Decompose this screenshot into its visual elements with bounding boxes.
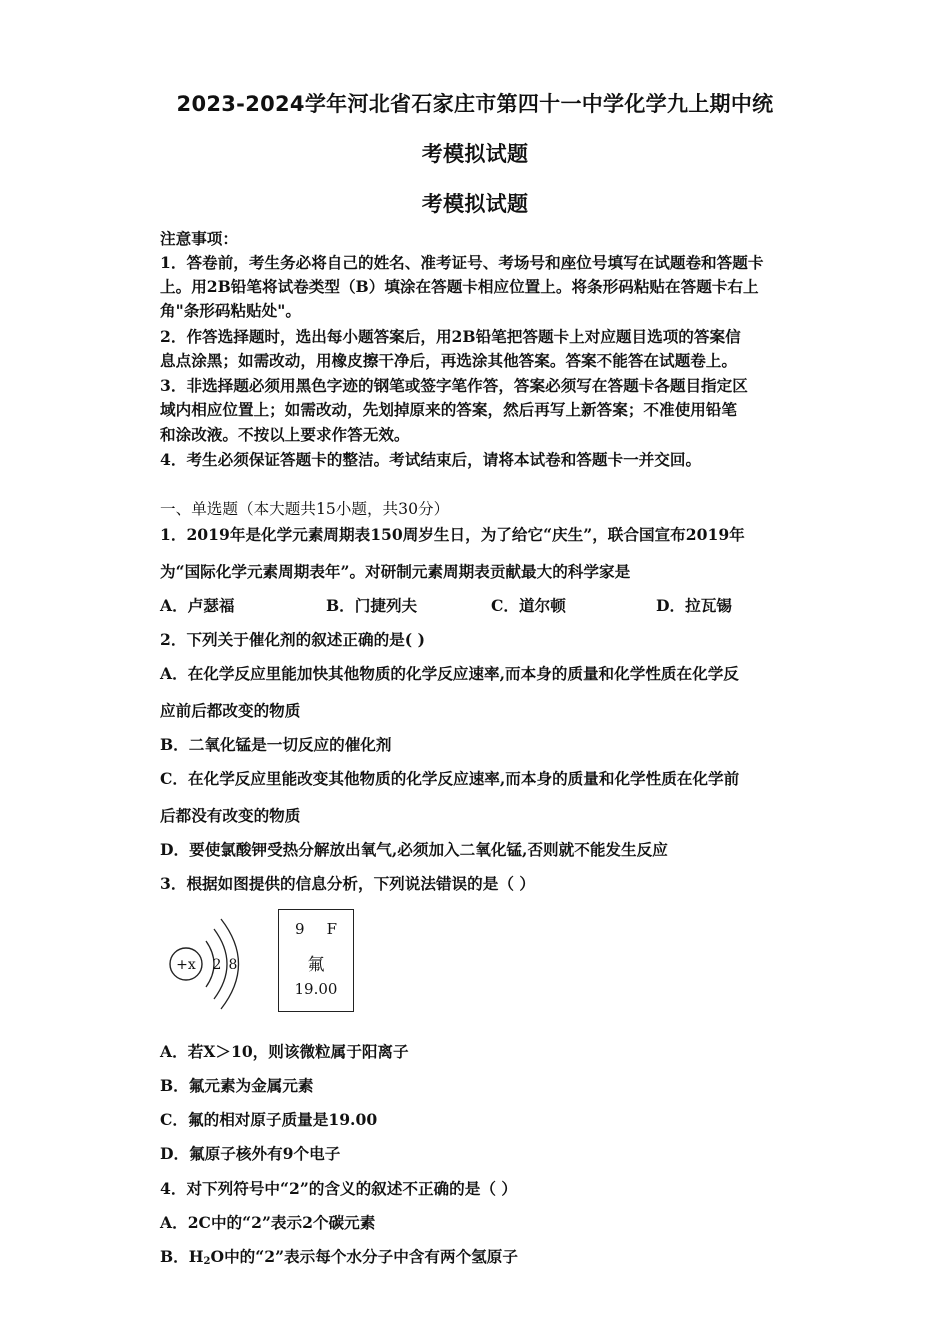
- q1-option-c: C．道尔顿: [491, 596, 566, 615]
- q1-stem-line1: 1．2019年是化学元素周期表150周岁生日，为了给它“庆生”，联合国宣布2019年: [160, 525, 745, 544]
- nucleus-charge: +x: [176, 957, 196, 973]
- page-title-line2: 考模拟试题: [421, 142, 529, 166]
- atom-structure-diagram: [160, 905, 270, 1015]
- notice-line: 域内相应位置上；如需改动，先划掉原来的答案，然后再写上新答案；不准使用铅笔: [160, 400, 737, 419]
- notice-heading: 注意事项：: [160, 229, 238, 248]
- q3-option-d: D．氟原子核外有9个电子: [160, 1144, 341, 1163]
- q1-option-a: A．卢瑟福: [160, 596, 235, 615]
- atomic-number: 9: [295, 920, 305, 938]
- notice-line: 3．非选择题必须用黑色字迹的钢笔或签字笔作答，答案必须写在答题卡各题目指定区: [160, 376, 748, 395]
- element-name: 氟: [307, 955, 325, 975]
- shell1-electrons: 2: [212, 957, 222, 973]
- notice-line: 2．作答选择题时，选出每小题答案后，用2B铅笔把答题卡上对应题目选项的答案信: [160, 327, 741, 346]
- q3-figure: [160, 905, 400, 1025]
- q2-option-c-line2: 后都没有改变的物质: [160, 806, 301, 825]
- q4-option-a: A．2C中的“2”表示2个碳元素: [160, 1213, 376, 1232]
- q4-option-b-suffix: O中的“2”表示每个水分子中含有两个氢原子: [210, 1247, 518, 1266]
- q1-stem-line2: 为“国际化学元素周期表年”。对研制元素周期表贡献最大的科学家是: [160, 562, 631, 581]
- q3-option-b: B．氟元素为金属元素: [160, 1076, 314, 1095]
- notice-line: 息点涂黑；如需改动，用橡皮擦干净后，再选涂其他答案。答案不能答在试题卷上。: [160, 351, 737, 370]
- section-heading: 一、单选题（本大题共15小题，共30分）: [160, 500, 450, 518]
- q4-option-b-prefix: B．H: [160, 1247, 204, 1266]
- notice-line: 1．答卷前，考生务必将自己的姓名、准考证号、考场号和座位号填写在试题卷和答题卡: [160, 253, 764, 272]
- notice-line: 上。用2B铅笔将试卷类型（B）填涂在答题卡相应位置上。将条形码粘贴在答题卡右上: [160, 277, 759, 296]
- q3-option-a: A．若X＞10，则该微粒属于阳离子: [160, 1042, 409, 1061]
- notice-line: 4．考生必须保证答题卡的整洁。考试结束后，请将本试卷和答题卡一并交回。: [160, 450, 702, 469]
- q3-option-c: C．氟的相对原子质量是19.00: [160, 1110, 378, 1129]
- q3-stem: 3．根据如图提供的信息分析，下列说法错误的是（ ）: [160, 874, 535, 893]
- page-subtitle: 考模拟试题: [421, 192, 529, 216]
- element-card: [278, 909, 354, 1012]
- q2-option-a-line2: 应前后都改变的物质: [160, 701, 301, 720]
- q2-option-d: D．要使氯酸钾受热分解放出氧气,必须加入二氧化锰,否则就不能发生反应: [160, 840, 668, 859]
- notice-line: 角"条形码粘贴处"。: [160, 301, 301, 320]
- notice-line: 和涂改液。不按以上要求作答无效。: [160, 425, 410, 444]
- page-title-line1: 2023-2024学年河北省石家庄市第四十一中学化学九上期中统: [176, 92, 774, 116]
- q1-option-b: B．门捷列夫: [326, 596, 418, 615]
- q1-option-d: D．拉瓦锡: [656, 596, 732, 615]
- q2-stem: 2．下列关于催化剂的叙述正确的是( ): [160, 630, 425, 649]
- q2-option-b: B．二氧化锰是一切反应的催化剂: [160, 735, 392, 754]
- element-symbol: F: [326, 920, 337, 938]
- q2-option-a-line1: A．在化学反应里能加快其他物质的化学反应速率,而本身的质量和化学性质在化学反: [160, 664, 739, 683]
- q4-stem: 4．对下列符号中“2”的含义的叙述不正确的是（ ）: [160, 1179, 517, 1198]
- atomic-mass: 19.00: [294, 980, 338, 998]
- q2-option-c-line1: C．在化学反应里能改变其他物质的化学反应速率,而本身的质量和化学性质在化学前: [160, 769, 740, 788]
- q4-option-b: [160, 1247, 518, 1272]
- q4-option-b-subscript: 2: [203, 1256, 211, 1267]
- shell2-electrons: 8: [228, 957, 238, 973]
